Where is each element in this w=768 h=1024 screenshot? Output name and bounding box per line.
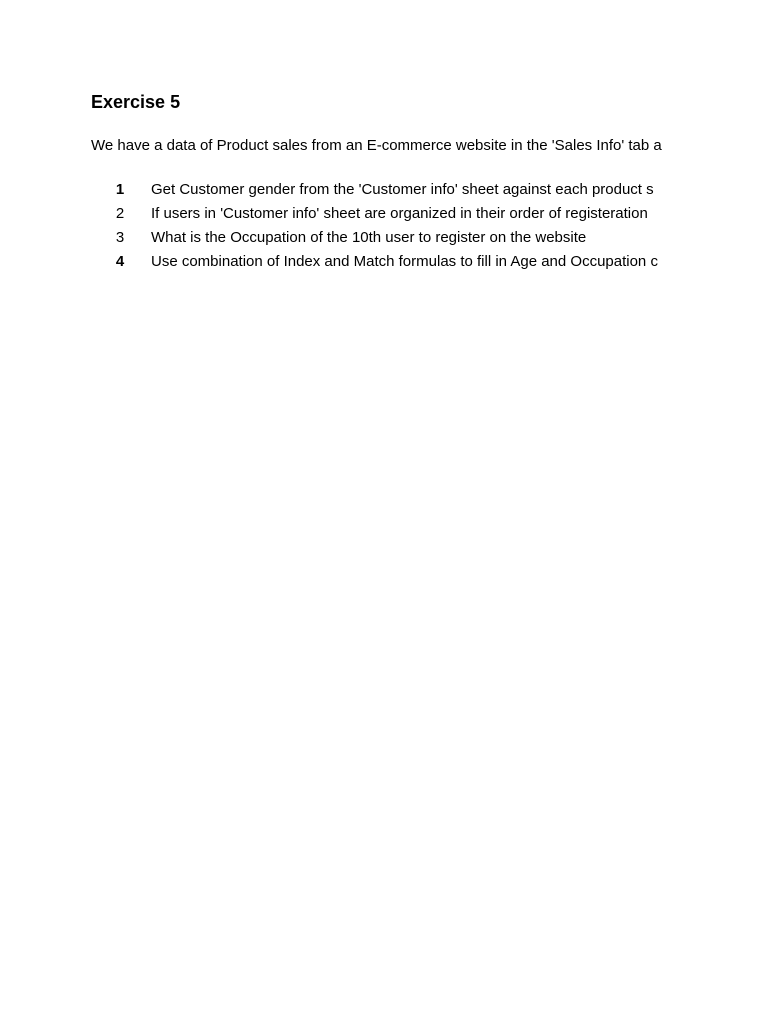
task-text-cell[interactable]: Get Customer gender from the 'Customer info' sheet against each product s: [151, 181, 654, 198]
task-row: [0, 228, 696, 252]
task-number-cell[interactable]: 1: [115, 181, 125, 198]
task-number-cell[interactable]: 4: [115, 253, 125, 270]
task-row: [0, 180, 696, 204]
task-list: [0, 180, 696, 276]
exercise-intro-cell[interactable]: We have a data of Product sales from an E-commerce website in the 'Sales Info' tab a: [91, 137, 662, 154]
task-text-cell[interactable]: What is the Occupation of the 10th user to register on the website: [151, 229, 587, 246]
exercise-title[interactable]: Exercise 5: [91, 92, 181, 112]
task-text-cell[interactable]: If users in 'Customer info' sheet are organized in their order of registeration: [151, 205, 648, 222]
task-text-cell[interactable]: Use combination of Index and Match formulas to fill in Age and Occupation c: [151, 253, 658, 270]
task-number-cell[interactable]: 3: [115, 229, 125, 246]
task-number-cell[interactable]: 2: [115, 205, 125, 222]
task-row: [0, 252, 696, 276]
task-row: [0, 204, 696, 228]
